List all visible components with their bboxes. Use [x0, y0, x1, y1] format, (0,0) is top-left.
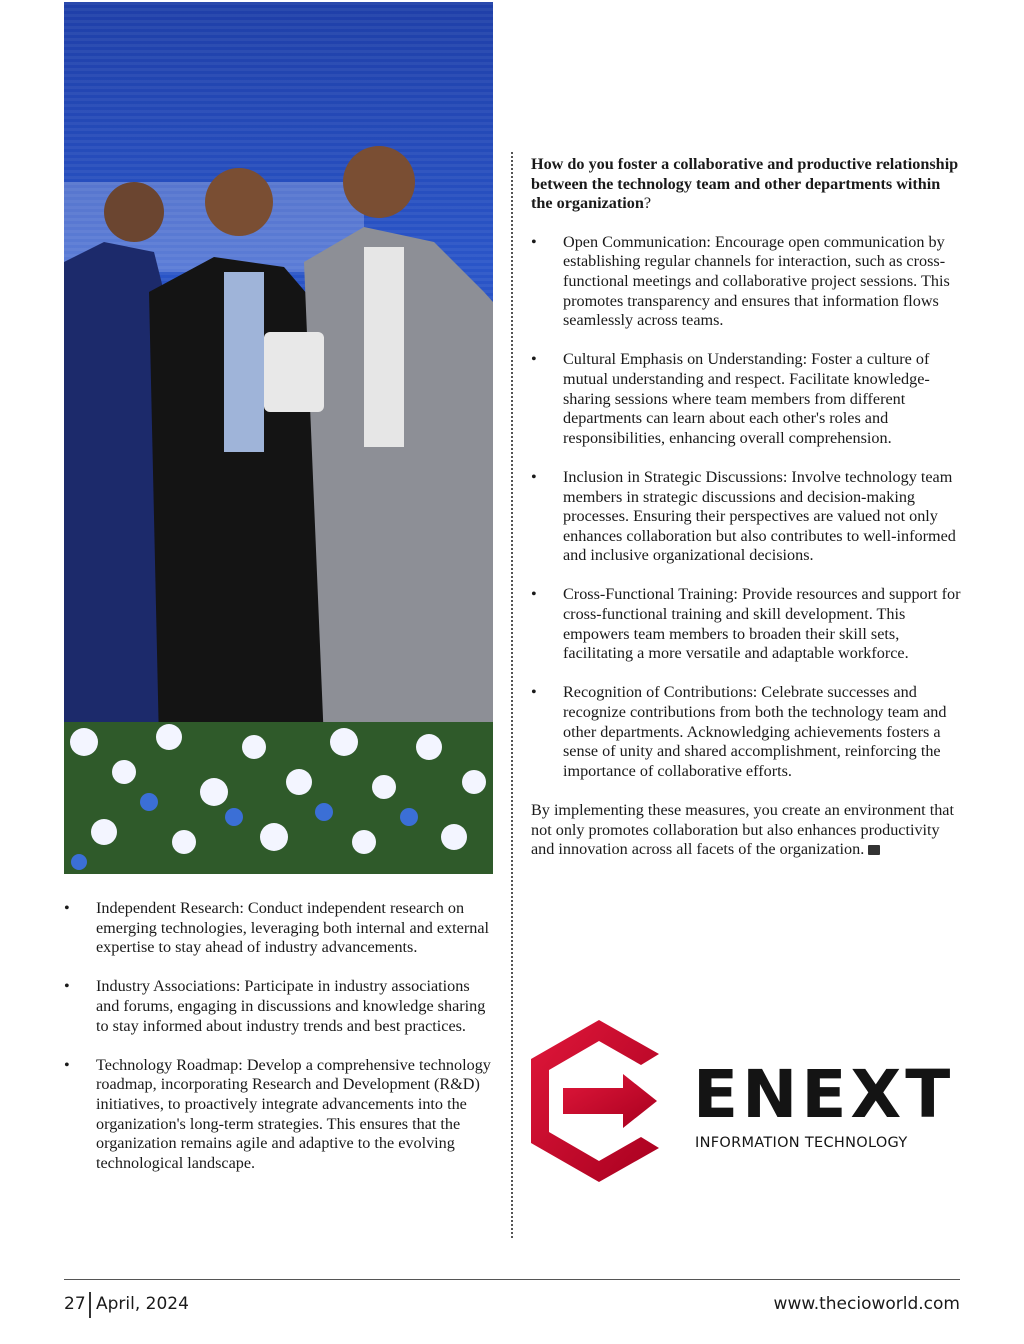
bullet-icon: • [64, 977, 70, 996]
right-column [531, 155, 963, 860]
list-item [64, 1056, 496, 1174]
end-mark-icon [868, 845, 880, 855]
bullet-icon: • [531, 683, 537, 702]
bullet-text: Cultural Emphasis on Understanding: Foster a culture of mutual understanding and respect. Facilitate knowledge-sharing sessions where team members from different departments can learn about each other's roles and responsibilities, enhancing overall comprehension. [563, 350, 930, 447]
enext-hexagon-arrow-icon [529, 1018, 679, 1184]
left-bullet-list [64, 899, 496, 1173]
bullet-icon: • [64, 899, 70, 917]
column-divider [511, 152, 513, 1238]
list-item [64, 899, 496, 958]
list-item [64, 977, 496, 1036]
bullet-text: Technology Roadmap: Develop a comprehensive technology roadmap, incorporating Research and Development (R&D) initiatives, to proactively integrate advancements into the organization's long-term strategies. This ensures that the organization remains agile and adaptive to the evolving technological landscape. [96, 1055, 491, 1172]
left-column [64, 899, 496, 1193]
list-item [531, 233, 963, 331]
logo-wordmark: ENEXT [693, 1056, 955, 1133]
list-item [531, 585, 963, 663]
page-footer [64, 1292, 960, 1320]
list-item [531, 350, 963, 448]
page-number: 27 [64, 1294, 86, 1314]
list-item [531, 683, 963, 781]
bullet-icon: • [531, 232, 537, 251]
question-text: How do you foster a collaborative and productive relationship between the technology team and other departments within the organization [531, 155, 959, 213]
bullet-text: Inclusion in Strategic Discussions: Involve technology team members in strategic discussions and decision-making processes. Ensuring their perspectives are valued not only enhances collaboration but also contributes to well-informed and inclusive organizational decisions. [563, 467, 956, 565]
closing-paragraph [531, 801, 963, 860]
right-bullet-list [531, 233, 963, 782]
website-link[interactable]: www.thecioworld.com [773, 1294, 960, 1314]
question-heading [531, 155, 963, 214]
award-ceremony-photo [64, 2, 493, 874]
bullet-text: Industry Associations: Participate in industry associations and forums, engaging in discussions and knowledge sharing to stay informed about industry trends and best practices. [96, 977, 486, 1035]
issue-date: April, 2024 [96, 1294, 189, 1314]
bullet-icon: • [531, 585, 537, 604]
bullet-icon: • [531, 467, 537, 486]
bullet-text: Open Communication: Encourage open communication by establishing regular channels for interaction, such as cross-functional meetings and collaborative project sessions. This promotes transparency and ensures that information flows seamlessly across teams. [563, 232, 950, 330]
bullet-text: Cross-Functional Training: Provide resources and support for cross-functional training and skill development. This empowers team members to broaden their skill sets, facilitating a more versatile and adaptable workforce. [563, 585, 961, 663]
bullet-text: Recognition of Contributions: Celebrate successes and recognize contributions from both the technology team and other departments. Acknowledging achievements fosters a sense of unity and shared accomplishment, reinforcing the importance of collaborative efforts. [563, 683, 947, 780]
bullet-text: Independent Research: Conduct independent research on emerging technologies, leveraging both internal and external expertise to stay ahead of industry advancements. [96, 899, 490, 957]
logo-tagline: INFORMATION TECHNOLOGY [695, 1135, 908, 1151]
bullet-icon: • [64, 1055, 70, 1074]
bullet-icon: • [531, 350, 537, 369]
question-mark: ? [643, 194, 652, 213]
footer-rule [64, 1279, 960, 1280]
closing-text: By implementing these measures, you create an environment that not only promotes collaboration but also enhances productivity and innovation across all facets of the organization. [531, 801, 954, 859]
list-item [531, 468, 963, 566]
footer-separator [89, 1292, 91, 1318]
enext-logo [529, 1018, 963, 1184]
